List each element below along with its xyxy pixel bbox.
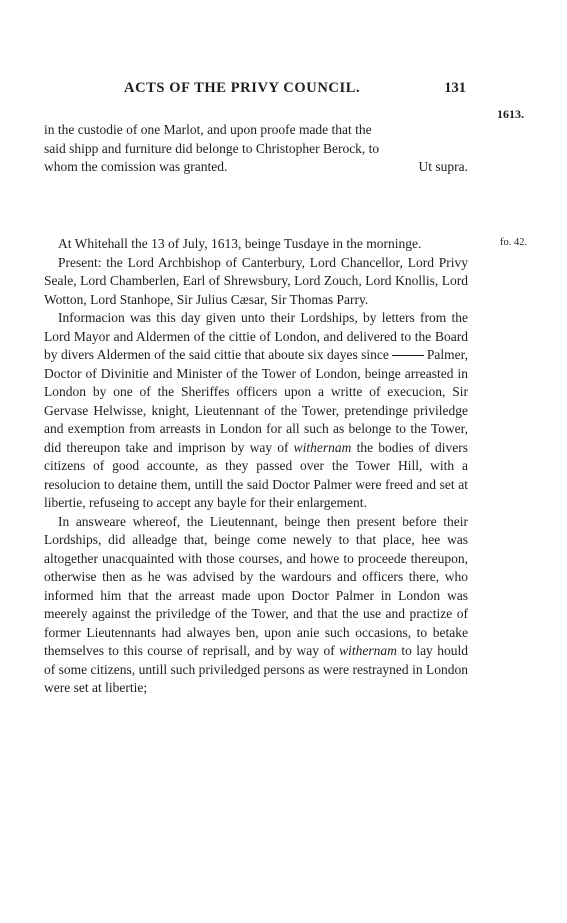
continued-entry bbox=[44, 121, 468, 177]
paragraph-information bbox=[44, 309, 468, 513]
paragraph-answer bbox=[44, 513, 468, 698]
council-meeting-entry bbox=[44, 235, 468, 698]
ut-supra-note: Ut supra. bbox=[418, 159, 468, 174]
entry-line: in the custodie of one Marlot, and upon proofe made that the bbox=[44, 122, 372, 137]
margin-folio-note: fo. 42. bbox=[500, 237, 528, 248]
present-list: Present: the Lord Archbishop of Canterbury, Lord Chancellor, Lord Privy Seale, Lord Chamberlen, Earl of Shrewsbury, Lord Zouch, Lord Knollis, Lord Wotton, Lord Stanhope, Sir Julius Cæsar, Sir Thomas Parry. bbox=[44, 254, 468, 307]
italic-term: withernam bbox=[293, 439, 352, 455]
italic-term: withernam bbox=[339, 643, 397, 658]
paragraph-text: the bodies of divers citizens of good accounte, as they passed over the Tower Hill, with a resolucion to detaine them, untill the said Doctor Palmer were freed and set at libertie, refuseing to accept any bayle for their enlargement. bbox=[44, 439, 469, 510]
page-header bbox=[44, 80, 466, 100]
paragraph-text: In answeare whereof, the Lieutennant, beinge then present before their Lordships, did alleadge that, beinge come newely to that place, hee was altogether unacquainted with those courses, and howe to proceede thereupon, otherwise then as he was advised by the wardours and officers there, who informed him that the arreast made upon Doctor Palmer in London was meerely against the priviledge of the Tower, and that the use and practize of former Lieutennants had alwayes ben, upon anie such occasions, to betake themselves to this course of reprisall, and by way of bbox=[44, 513, 468, 658]
paragraph-text: to lay hould of some citizens, untill such priviledged persons as were restrayned in London were set at libertie; bbox=[44, 643, 468, 695]
entry-line: whom the comission was granted. bbox=[44, 159, 228, 174]
page-number: 131 bbox=[444, 80, 466, 96]
meeting-heading: At Whitehall the 13 of July, 1613, beinge Tusdaye in the morninge. bbox=[58, 236, 422, 251]
entry-line: said shipp and furniture did belonge to Christopher Berock, to bbox=[44, 140, 380, 156]
paragraph-text: Informacion was this day given unto their Lordships, by letters from the Lord Mayor and Aldermen of the cittie of London, and delivered to the Board by divers Aldermen of the said cittie that aboute six dayes since bbox=[44, 310, 468, 362]
running-title: ACTS OF THE PRIVY COUNCIL. bbox=[124, 80, 361, 96]
entry-last-line bbox=[44, 158, 468, 177]
margin-year-note: 1613. bbox=[497, 107, 524, 121]
paragraph-text: Palmer, Doctor of Divinitie and Minister of the Tower of London, beinge arreasted in London by one of the Sheriffes officers upon a writte of execucion, Sir Gervase Helwisse, knight, Lieutennant of the Tower, pretendinge priviledge and exemption from arreasts in London for all such as belonge to the Tower, did thereupon take and imprison by way of bbox=[44, 347, 468, 455]
blank-dash bbox=[392, 355, 424, 356]
